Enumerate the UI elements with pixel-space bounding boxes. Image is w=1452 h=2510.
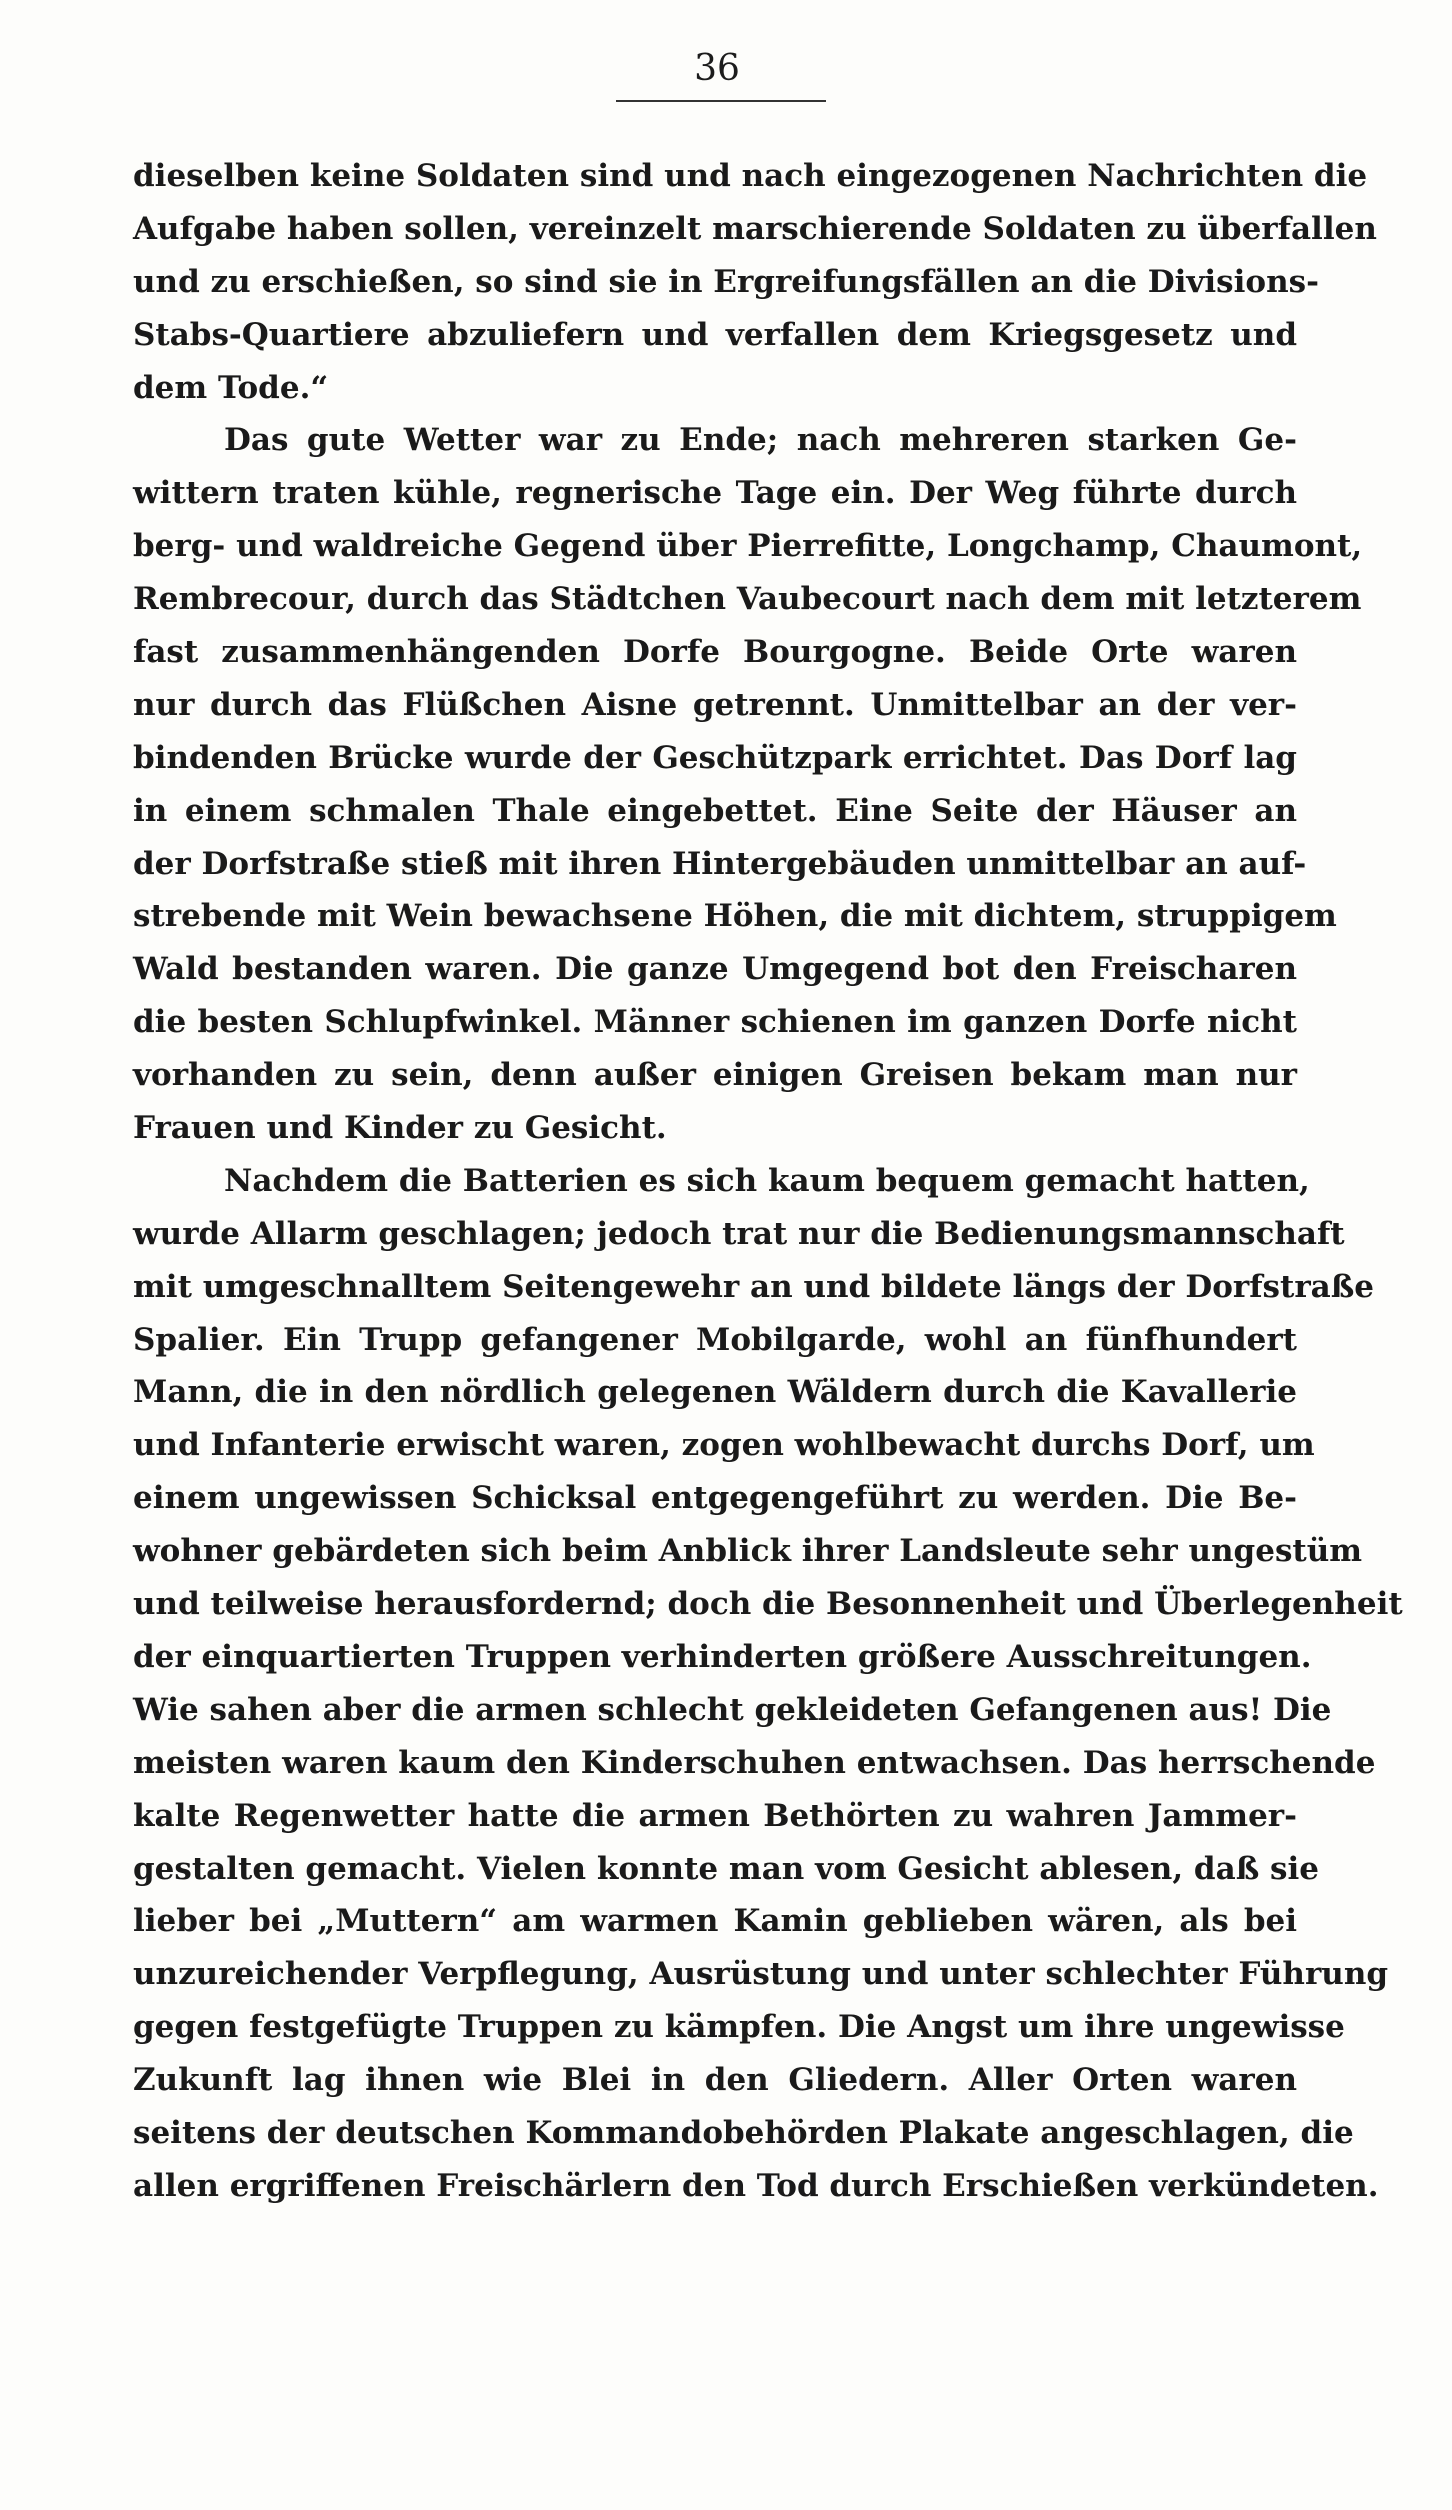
text-line: lieber bei „Muttern“ am warmen Kamin geblieben wären, als bei [133, 1903, 1297, 1940]
text-line: fast zusammenhängenden Dorfe Bourgogne. Beide Orte waren [133, 634, 1297, 671]
text-line: und teilweise herausfordernd; doch die Besonnenheit und Überlegenheit [133, 1586, 1403, 1623]
text-line: gestalten gemacht. Vielen konnte man vom Gesicht ablesen, daß sie [133, 1850, 1319, 1887]
text-line: allen ergriffenen Freischärlern den Tod durch Erschießen verkündeten. [133, 2167, 1379, 2204]
paragraph [133, 414, 1363, 1154]
paragraph [133, 1155, 1403, 2213]
text-line: Rembrecour, durch das Städtchen Vaubecourt nach dem mit letzterem [133, 581, 1362, 618]
text-line: meisten waren kaum den Kinderschuhen entwachsen. Das herrschende [133, 1744, 1376, 1781]
text-line: Frauen und Kinder zu Gesicht. [133, 1110, 667, 1147]
text-line: Zukunft lag ihnen wie Blei in den Gliedern. Aller Orten waren [133, 2062, 1297, 2099]
text-line: mit umgeschnalltem Seitengewehr an und bildete längs der Dorfstraße [133, 1268, 1375, 1305]
text-line: kalte Regenwetter hatte die armen Bethörten zu wahren Jammer- [133, 1797, 1297, 1834]
text-line: bindenden Brücke wurde der Geschützpark errichtet. Das Dorf lag [133, 739, 1297, 776]
text-line: berg- und waldreiche Gegend über Pierrefitte, Longchamp, Chaumont, [133, 528, 1363, 565]
text-line: unzureichender Verpflegung, Ausrüstung und unter schlechter Führung [133, 1956, 1389, 1993]
text-line: Das gute Wetter war zu Ende; nach mehreren starken Ge- [224, 422, 1297, 459]
text-line: Spalier. Ein Trupp gefangener Mobilgarde, wohl an fünfhundert [133, 1321, 1297, 1358]
text-line: einem ungewissen Schicksal entgegengeführt zu werden. Die Be- [133, 1480, 1297, 1517]
text-line: dieselben keine Soldaten sind und nach eingezogenen Nachrichten die [133, 158, 1368, 194]
text-line: Wie sahen aber die armen schlecht gekleideten Gefangenen aus! Die [133, 1691, 1332, 1728]
text-line: Stabs-Quartiere abzuliefern und verfallen dem Kriegsgesetz und [133, 316, 1297, 353]
text-line: vorhanden zu sein, denn außer einigen Greisen bekam man nur [133, 1057, 1297, 1094]
text-line: und Infanterie erwischt waren, zogen wohlbewacht durchs Dorf, um [133, 1427, 1315, 1464]
text-line: dem Tode.“ [133, 369, 329, 406]
page-number: 36 [694, 48, 740, 89]
paragraph [133, 150, 1377, 414]
text-line: Mann, die in den nördlich gelegenen Wäldern durch die Kavallerie [133, 1374, 1297, 1411]
text-line: der Dorfstraße stieß mit ihren Hintergebäuden unmittelbar an auf- [133, 845, 1307, 882]
text-line: strebende mit Wein bewachsene Höhen, die mit dichtem, struppigem [133, 898, 1337, 935]
text-line: und zu erschießen, so sind sie in Ergreifungsfällen an die Divisions- [133, 263, 1319, 300]
body-text [133, 150, 1403, 2213]
text-line: in einem schmalen Thale eingebettet. Eine Seite der Häuser an [133, 792, 1297, 829]
text-line: Nachdem die Batterien es sich kaum bequem gemacht hatten, [224, 1162, 1310, 1199]
text-line: die besten Schlupfwinkel. Männer schienen im ganzen Dorfe nicht [133, 1004, 1297, 1041]
text-line: seitens der deutschen Kommandobehörden Plakate angeschlagen, die [133, 2114, 1354, 2151]
text-line: Aufgabe haben sollen, vereinzelt marschierende Soldaten zu überfallen [133, 210, 1377, 247]
text-line: wurde Allarm geschlagen; jedoch trat nur die Bedienungsmannschaft [133, 1215, 1345, 1252]
text-line: gegen festgefügte Truppen zu kämpfen. Die Angst um ihre ungewisse [133, 2009, 1345, 2046]
text-line: nur durch das Flüßchen Aisne getrennt. Unmittelbar an der ver- [133, 686, 1297, 723]
header-rule [616, 100, 826, 102]
text-line: Wald bestanden waren. Die ganze Umgegend bot den Freischaren [133, 951, 1297, 988]
text-line: wittern traten kühle, regnerische Tage ein. Der Weg führte durch [133, 475, 1297, 512]
text-line: der einquartierten Truppen verhinderten größere Ausschreitungen. [133, 1638, 1312, 1675]
text-line: wohner gebärdeten sich beim Anblick ihrer Landsleute sehr ungestüm [133, 1533, 1363, 1570]
